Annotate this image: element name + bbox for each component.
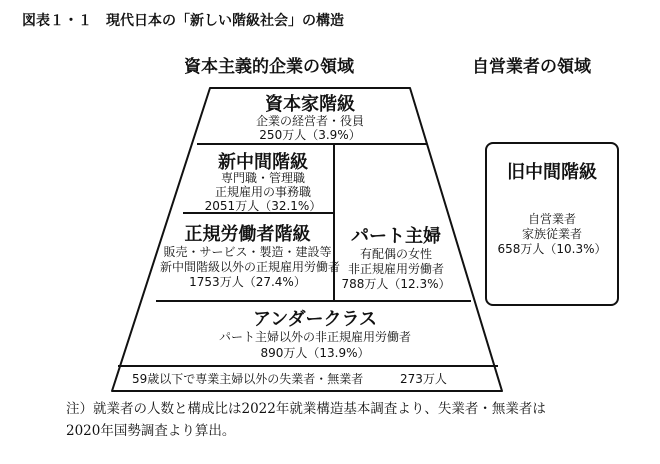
underclass-desc: パート主婦以外の非正規雇用労働者 <box>218 330 411 344</box>
part-time-housewife-desc-1: 有配偶の女性 <box>359 247 432 261</box>
regular-worker-class-title: 正規労働者階級 <box>184 224 311 245</box>
regular-worker-class-desc-2: 新中間階級以外の正規雇用労働者 <box>160 260 341 274</box>
unemployed-count: 273万人 <box>400 372 447 386</box>
unemployed-label: 59歳以下で専業主婦以外の失業者・無業者 <box>132 372 364 386</box>
old-middle-class-count: 658万人（10.3%） <box>497 242 607 256</box>
figure-title: 図表１・１ 現代日本の「新しい階級社会」の構造 <box>22 13 344 29</box>
part-time-housewife-desc-2: 非正規雇用労働者 <box>347 262 444 276</box>
capitalist-domain-label: 資本主義的企業の領域 <box>184 57 354 77</box>
regular-worker-class-desc-1: 販売・サービス・製造・建設等 <box>163 245 332 259</box>
new-middle-class-desc-1: 専門職・管理職 <box>220 171 305 185</box>
capitalist-class-title: 資本家階級 <box>265 94 355 115</box>
footnote-line-1: 注）就業者の人数と構成比は2022年就業構造基本調査より、失業者・無業者は <box>66 401 546 417</box>
footnote <box>66 398 546 442</box>
old-middle-class-desc-1: 自営業者 <box>527 212 576 226</box>
part-time-housewife-title: パート主婦 <box>351 226 441 247</box>
new-middle-class-desc-2: 正規雇用の事務職 <box>214 185 311 199</box>
old-middle-class-title: 旧中間階級 <box>507 162 597 183</box>
underclass-count: 890万人（13.9%） <box>260 346 370 360</box>
regular-worker-class-count: 1753万人（27.4%） <box>189 275 306 289</box>
part-time-housewife-count: 788万人（12.3%） <box>341 277 451 291</box>
old-middle-class-desc-2: 家族従業者 <box>521 227 582 241</box>
capitalist-class-desc: 企業の経営者・役員 <box>255 114 364 128</box>
footnote-line-2: 2020年国勢調査より算出。 <box>66 423 236 439</box>
self-employed-domain-label: 自営業者の領域 <box>472 57 591 77</box>
capitalist-class-count: 250万人（3.9%） <box>259 128 361 142</box>
new-middle-class-count: 2051万人（32.1%） <box>204 199 322 213</box>
new-middle-class-title: 新中間階級 <box>218 152 308 173</box>
underclass-title: アンダークラス <box>252 309 378 330</box>
